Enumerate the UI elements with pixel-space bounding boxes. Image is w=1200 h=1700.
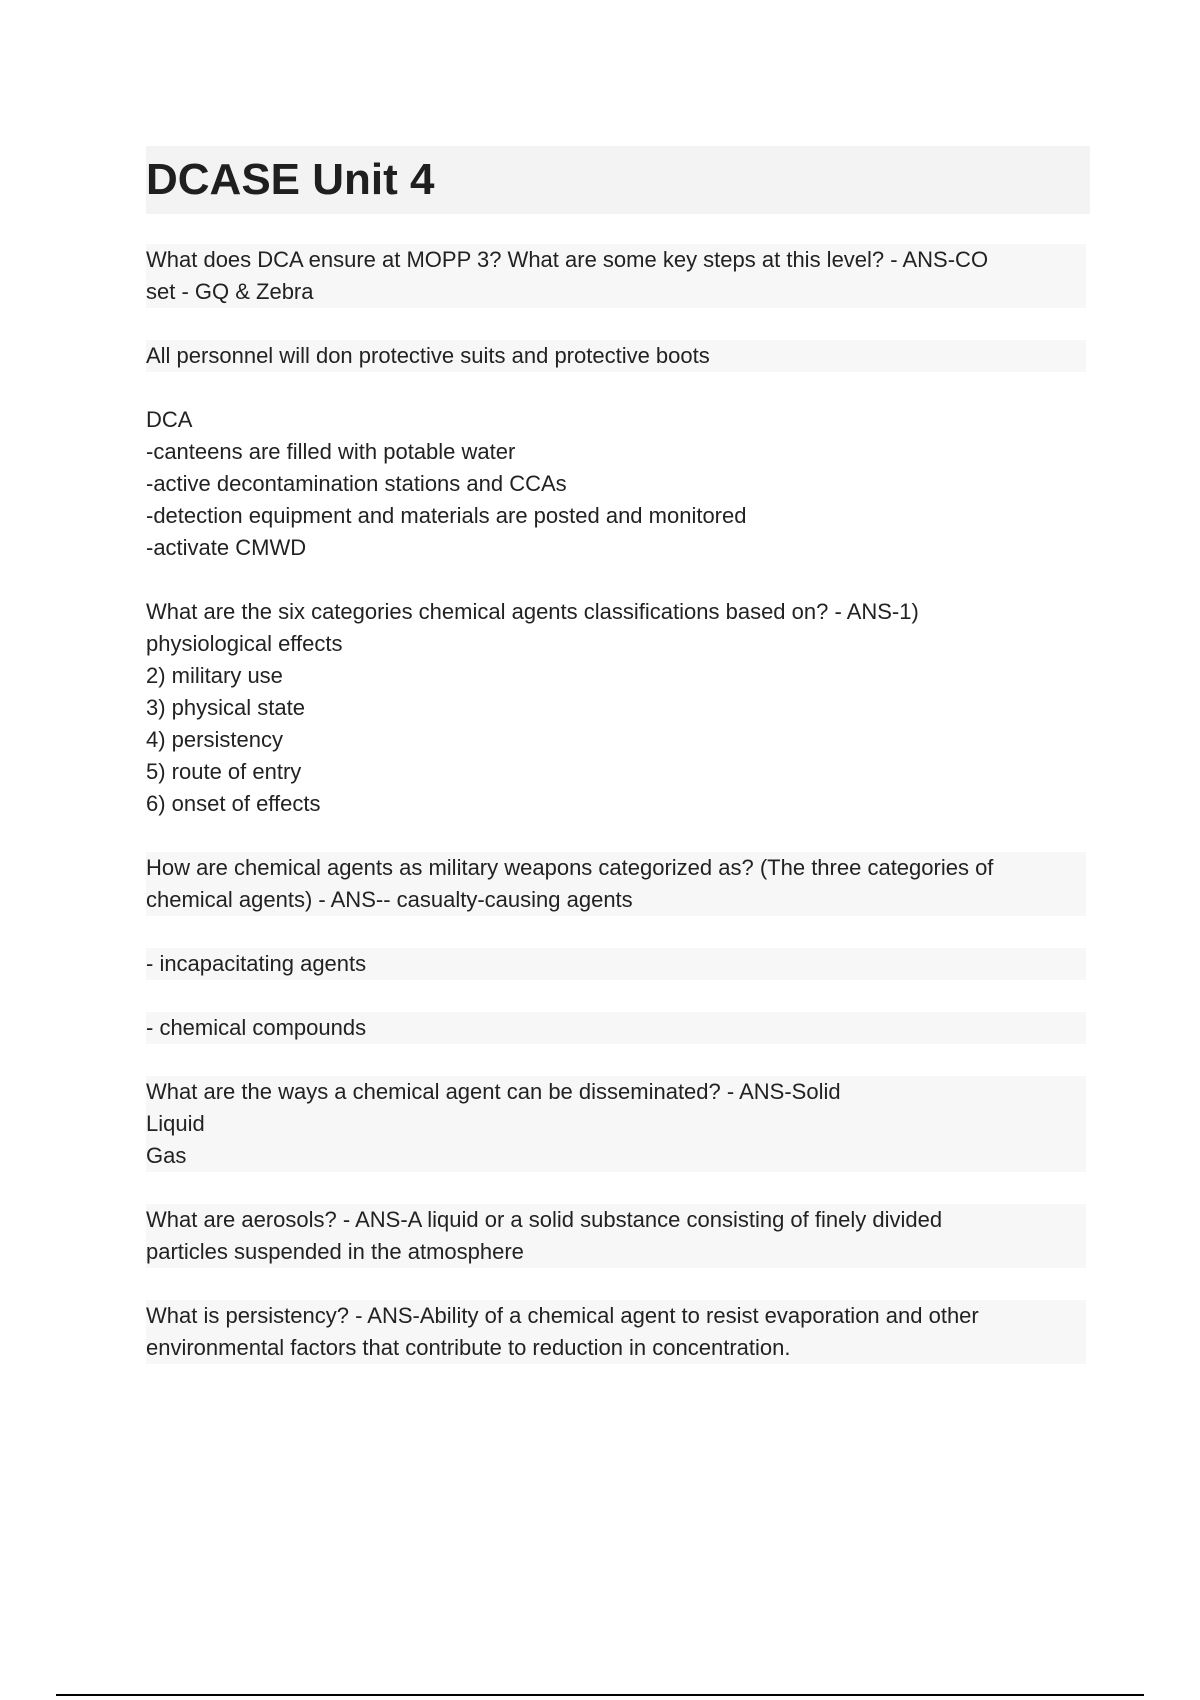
- qa-paragraph-chemical-compounds: [146, 1012, 1086, 1044]
- qa-paragraph-dissemination: [146, 1076, 1086, 1172]
- text-line: What is persistency? - ANS-Ability of a chemical agent to resist evaporation and other: [146, 1300, 1086, 1332]
- footer-rule: [56, 1694, 1144, 1696]
- text-line: - incapacitating agents: [146, 948, 1086, 980]
- text-line: 2) military use: [146, 663, 283, 688]
- text-line: -detection equipment and materials are posted and monitored: [146, 503, 747, 528]
- text-line: 6) onset of effects: [146, 791, 321, 816]
- document-body: [146, 244, 1086, 1396]
- text-line: -active decontamination stations and CCAs: [146, 471, 567, 496]
- text-line: DCA: [146, 407, 193, 432]
- text-line: -canteens are filled with potable water: [146, 439, 516, 464]
- text-line: Gas: [146, 1140, 1086, 1172]
- text-line: What does DCA ensure at MOPP 3? What are some key steps at this level? - ANS-CO: [146, 244, 1086, 276]
- text-line: What are the six categories chemical agents classifications based on? - ANS-1): [146, 599, 919, 624]
- text-line: chemical agents) - ANS-- casualty-causing agents: [146, 884, 1086, 916]
- text-line: How are chemical agents as military weapons categorized as? (The three categories of: [146, 852, 1086, 884]
- text-line: set - GQ & Zebra: [146, 276, 1086, 308]
- text-line: - chemical compounds: [146, 1012, 1086, 1044]
- qa-paragraph-aerosols: [146, 1204, 1086, 1268]
- page-title: DCASE Unit 4: [146, 155, 435, 204]
- text-line: 4) persistency: [146, 727, 283, 752]
- qa-paragraph-incapacitating: [146, 948, 1086, 980]
- qa-paragraph-mopp3: [146, 244, 1086, 308]
- text-line: What are the ways a chemical agent can be disseminated? - ANS-Solid: [146, 1076, 1086, 1108]
- text-line: particles suspended in the atmosphere: [146, 1236, 1086, 1268]
- text-line: 5) route of entry: [146, 759, 302, 784]
- text-line: -activate CMWD: [146, 535, 307, 560]
- text-line: environmental factors that contribute to reduction in concentration.: [146, 1332, 1086, 1364]
- text-line: 3) physical state: [146, 695, 305, 720]
- qa-paragraph-protective-suits: [146, 340, 1086, 372]
- text-line: physiological effects: [146, 631, 343, 656]
- qa-paragraph-six-categories: [146, 596, 1086, 820]
- text-line: Liquid: [146, 1108, 1086, 1140]
- qa-paragraph-weapon-categories: [146, 852, 1086, 916]
- qa-paragraph-dca-list: [146, 404, 1086, 564]
- text-line: All personnel will don protective suits and protective boots: [146, 340, 1086, 372]
- qa-paragraph-persistency: [146, 1300, 1086, 1364]
- text-line: What are aerosols? - ANS-A liquid or a solid substance consisting of finely divided: [146, 1204, 1086, 1236]
